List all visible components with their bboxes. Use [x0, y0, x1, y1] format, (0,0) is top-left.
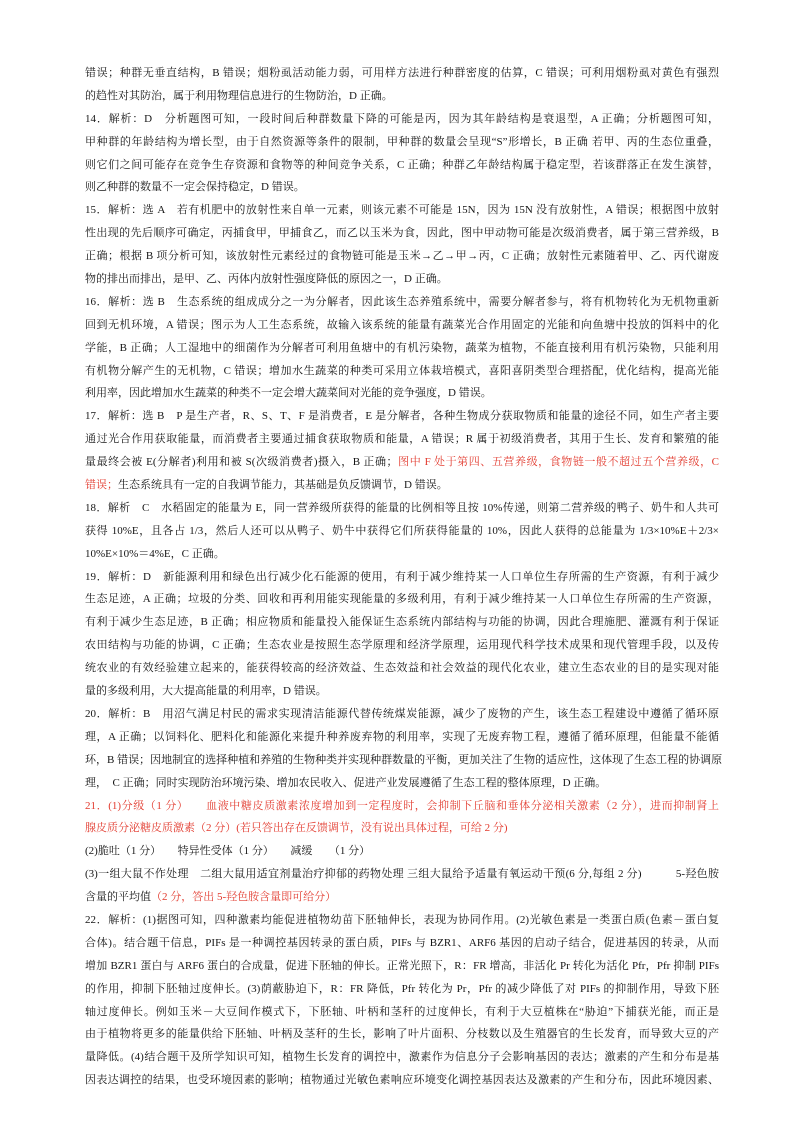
text-line — [85, 657, 719, 680]
answer-text-segment: 甲种群的年龄结构为增长型，由于自然资源等条件的限制，甲种群的数量会呈现“S”形增长，B 正确 若甲、丙的生态位重叠， — [85, 135, 719, 148]
answer-paragraph — [85, 405, 719, 497]
text-line — [85, 863, 719, 886]
answer-text-segment: 理， C 正确；同时实现防治环境污染、增加农民收入、促进产业发展遵循了生态工程的整体原理，D 正确。 — [85, 776, 607, 789]
answer-text-segment: 的趋性对其防治，属于利用物理信息进行的生物防治，D 正确。 — [85, 89, 393, 102]
text-line — [85, 566, 719, 589]
highlighted-answer-text: 错误； — [85, 479, 118, 492]
text-line — [85, 634, 719, 657]
text-line — [85, 1046, 719, 1069]
answer-key-text — [85, 62, 723, 1092]
answer-text-segment: 因表达调控的结果，也受环境因素的影响；植物通过光敏色素响应环境变化调控基因表达及激素的产生和分布，因此环境因素、 — [85, 1074, 719, 1087]
answer-text-segment: 则乙种群的数量不一定会保持稳定，D 错误。 — [85, 181, 305, 194]
answer-paragraph — [85, 291, 719, 405]
answer-text-segment: 轴过度伸长。例如玉米－大豆间作模式下，下胚轴、叶柄和茎秆的过度伸长，有利于大豆植株在“胁迫”下捕获光能，而正是 — [85, 1005, 719, 1018]
text-line — [85, 588, 719, 611]
answer-text-segment: 增加 BZR1 蛋白与 ARF6 蛋白的合成量，促进下胚轴的伸长。正常光照下，R：FR 增高，非活化 Pr 转化为活化 Pfr，Pfr 抑制 PIFs — [85, 959, 719, 972]
answer-text-segment: 合体)。结合题干信息，PIFs 是一种调控基因转录的蛋白质，PIFs 与 BZR1、ARF6 基因的启动子结合，促进基因的转录，从而 — [85, 936, 719, 949]
answer-text-segment: (2)脆吐（1 分） 特异性受体（1 分） 减缓 （1 分） — [85, 845, 371, 858]
answer-text-segment: 17．解析：选 B P 是生产者，R、S、T、F 是消费者，E 是分解者，各种生物成分获取物质和能量的途径不同，如生产者主要 — [85, 410, 719, 423]
text-line — [85, 520, 719, 543]
answer-paragraph — [85, 703, 723, 795]
answer-text-segment: 有机物分解产生的无机物，C 错误；增加水生蔬菜的种类可采用立体栽培模式，喜阳喜阴类型合理搭配，优化结构，提高光能 — [85, 364, 719, 377]
text-line — [85, 451, 719, 474]
answer-paragraph — [85, 199, 719, 291]
answer-text-segment: 22．解析：(1)据图可知，四种激素均能促进植物幼苗下胚轴伸长，表现为协同作用。(2)光敏色素是一类蛋白质(色素－蛋白复 — [85, 913, 719, 926]
answer-paragraph — [85, 840, 719, 863]
text-line — [85, 795, 719, 818]
text-line — [85, 909, 719, 932]
text-line — [85, 291, 719, 314]
answer-text-segment: 则它们之间可能存在竞争生存资源和食物等的种间竞争关系，C 正确；种群乙年龄结构属于稳定型，若该群落正在发生演替， — [85, 158, 719, 171]
highlighted-answer-text: 21．(1)分级（1 分） 血液中糖皮质激素浓度增加到一定程度时，会抑制下丘脑和垂体分泌相关激素（2 分），进而抑制肾上 — [85, 799, 719, 812]
text-line — [85, 497, 719, 520]
answer-text-segment: 学能，B 正确；人工湿地中的细菌作为分解者可利用鱼塘中的有机污染物，蔬菜为植物，不能直接利用有机污染物，只能利用 — [85, 341, 719, 354]
answer-paragraph — [85, 909, 719, 1092]
answer-text-segment: 有利于减少生态足迹，B 正确；相应物质和能量投入能保证生态系统内部结构与功能的协调，因此合理施肥、灌溉有利于保证 — [85, 616, 719, 629]
answer-text-segment: (3)一组大鼠不作处理 二组大鼠用适宜剂量治疗抑郁的药物处理 三组大鼠给予适量有氧运动干预(6 分,每组 2 分) 5-羟色胺 — [85, 868, 719, 881]
answer-text-segment: 10%E×10%＝4%E，C 正确。 — [85, 547, 225, 560]
answer-text-segment: 统农业的有效经验建立起来的，能获得较高的经济效益、生态效益和社会效益的现代化农业，建立生态农业的目的是实现对能 — [85, 662, 719, 675]
answer-paragraph — [85, 863, 719, 909]
answer-text-segment: 回到无机环境，A 错误；图示为人工生态系统，故输入该系统的能量有蔬菜光合作用固定的光能和向鱼塘中投放的饵料中的化 — [85, 318, 719, 331]
text-line — [85, 726, 719, 749]
answer-paragraph — [85, 497, 719, 566]
answer-text-segment: 环，B 错误；因地制宜的选择种植和养殖的生物种类并实现种群数量的平衡，更加关注了生物的适应性，这体现了生态工程的协调原 — [85, 753, 723, 766]
answer-text-segment: 20．解析：B 用沼气满足村民的需求实现清洁能源代替传统煤炭能源，减少了废物的产生，该生态工程建设中遵循了循环原 — [85, 707, 719, 720]
answer-text-segment: 量的多级利用，大大提高能量的利用率，D 错误。 — [85, 685, 327, 698]
answer-text-segment: 生态足迹，A 正确；垃圾的分类、回收和再利用能实现能量的多级利用，有利于减少维持某一人口单位生存所需的生产资源， — [85, 593, 719, 606]
text-line — [85, 978, 719, 1001]
text-line — [85, 932, 719, 955]
answer-text-segment: 量最终会被 E(分解者)利用和被 S(次级消费者)摄入，B 正确； — [85, 456, 398, 469]
answer-text-segment: 量降低。(4)结合题干及所学知识可知，植物生长发育的调控中，激素作为信息分子会影响基因的表达；激素的产生和分布是基 — [85, 1051, 719, 1064]
text-line — [85, 772, 719, 795]
answer-paragraph — [85, 108, 719, 200]
text-line — [85, 886, 719, 909]
answer-text-segment: 利用率，因此增加水生蔬菜的种类不一定会增大蔬菜间对光能的竞争强度，D 错误。 — [85, 387, 492, 400]
answer-paragraph — [85, 795, 719, 841]
answer-text-segment: 通过光合作用获取能量，而消费者主要通过捕食获取物质和能量，A 错误；R 属于初级消费者，其用于生长、发育和繁殖的能 — [85, 433, 719, 446]
text-line — [85, 314, 719, 337]
answer-text-segment: 理，A 正确；以饲料化、肥料化和能源化来提升种养废弃物的利用率，实现了无废弃物工程，遵循了循环原理，但能量不能循 — [85, 730, 719, 743]
text-line — [85, 1001, 719, 1024]
text-line — [85, 199, 719, 222]
text-line — [85, 176, 719, 199]
answer-text-segment: 正确；根据 B 项分析可知，该放射性元素经过的食物链可能是玉米→乙→甲→丙，C 正确；放射性元素随着甲、乙、丙代谢废 — [85, 250, 719, 263]
text-line — [85, 955, 719, 978]
text-line — [85, 543, 719, 566]
text-line — [85, 108, 719, 131]
highlighted-answer-text: 图中 F 处于第四、五营养级，食物链一般不超过五个营养级，C — [397, 456, 719, 469]
answer-text-segment: 18．解析 C 水稻固定的能量为 E，同一营养级所获得的能量的比例相等且按 10%传递，则第二营养级的鸭子、奶牛和人共可 — [85, 501, 719, 514]
text-line — [85, 1023, 719, 1046]
answer-text-segment: 农田结构与功能的协调，C 正确；生态农业是按照生态学原理和经济学原理，运用现代科学技术成果和现代管理手段，以及传 — [85, 639, 719, 652]
text-line — [85, 131, 719, 154]
answer-text-segment: 含量的平均值 — [85, 891, 151, 904]
text-line — [85, 405, 719, 428]
text-line — [85, 382, 719, 405]
text-line — [85, 268, 719, 291]
answer-paragraph — [85, 62, 719, 108]
highlighted-answer-text: 腺皮质分泌糖皮质激素（2 分）(若只答出存在反馈调节，没有说出具体过程，可给 2 分) — [85, 822, 508, 835]
text-line — [85, 428, 719, 451]
answer-paragraph — [85, 566, 719, 703]
answer-text-segment: 物的排出而排出，是甲、乙、丙体内放射性强度降低的原因之一，D 正确。 — [85, 273, 448, 286]
text-line — [85, 817, 719, 840]
answer-text-segment: 14．解析：D 分析题图可知，一段时间后种群数量下降的可能是丙，因为其年龄结构是衰退型，A 正确；分析题图可知， — [85, 112, 719, 125]
text-line — [85, 222, 719, 245]
answer-text-segment: 获得 10%E，且各占 1/3，然后人还可以从鸭子、奶牛中获得它们所获得能量的 10%，因此人获得的总能量为 1/3×10%E＋2/3× — [85, 524, 719, 537]
text-line — [85, 154, 719, 177]
text-line — [85, 85, 719, 108]
text-line — [85, 703, 719, 726]
answer-text-segment: 16．解析：选 B 生态系统的组成成分之一为分解者，因此该生态养殖系统中，需要分解者参与，将有机物转化为无机物重新 — [85, 295, 719, 308]
text-line — [85, 360, 719, 383]
text-line — [85, 62, 719, 85]
answer-text-segment: 生态系统具有一定的自我调节能力，其基础是负反馈调节，D 错误。 — [118, 479, 448, 492]
answer-text-segment: 15．解析：选 A 若有机肥中的放射性来自单一元素，则该元素不可能是 15N，因为 15N 没有放射性，A 错误；根据图中放射 — [85, 204, 719, 217]
text-line — [85, 474, 719, 497]
answer-text-segment: 性出现的先后顺序可确定，丙捕食甲，甲捕食乙，而乙以玉米为食，因此，图中甲动物可能是次级消费者，属于第三营养级，B — [85, 227, 719, 240]
text-line — [85, 840, 719, 863]
text-line — [85, 680, 719, 703]
text-line — [85, 611, 719, 634]
answer-text-segment: 错误；种群无垂直结构，B 错误；烟粉虱活动能力弱，可用样方法进行种群密度的估算，C 错误；可利用烟粉虱对黄色有强烈 — [85, 67, 719, 79]
text-line — [85, 1069, 719, 1092]
text-line — [85, 749, 723, 772]
answer-text-segment: 由于植物将更多的能量供给下胚轴、叶柄及茎秆的生长，影响了叶片面积、分枝数以及生殖器官的生长发育，而导致大豆的产 — [85, 1028, 719, 1041]
text-line — [85, 337, 719, 360]
highlighted-answer-text: （2 分，答出 5-羟色胺含量即可给分） — [151, 891, 337, 904]
text-line — [85, 245, 719, 268]
answer-text-segment: 19．解析：D 新能源利用和绿色出行减少化石能源的使用，有利于减少维持某一人口单位生存所需的生产资源，有利于减少 — [85, 570, 719, 583]
answer-text-segment: 的作用，抑制下胚轴过度伸长。(3)荫蔽胁迫下，R：FR 降低，Pfr 转化为 Pr，Pfr 的减少降低了对 PIFs 的抑制作用，导致下胚 — [85, 982, 719, 995]
